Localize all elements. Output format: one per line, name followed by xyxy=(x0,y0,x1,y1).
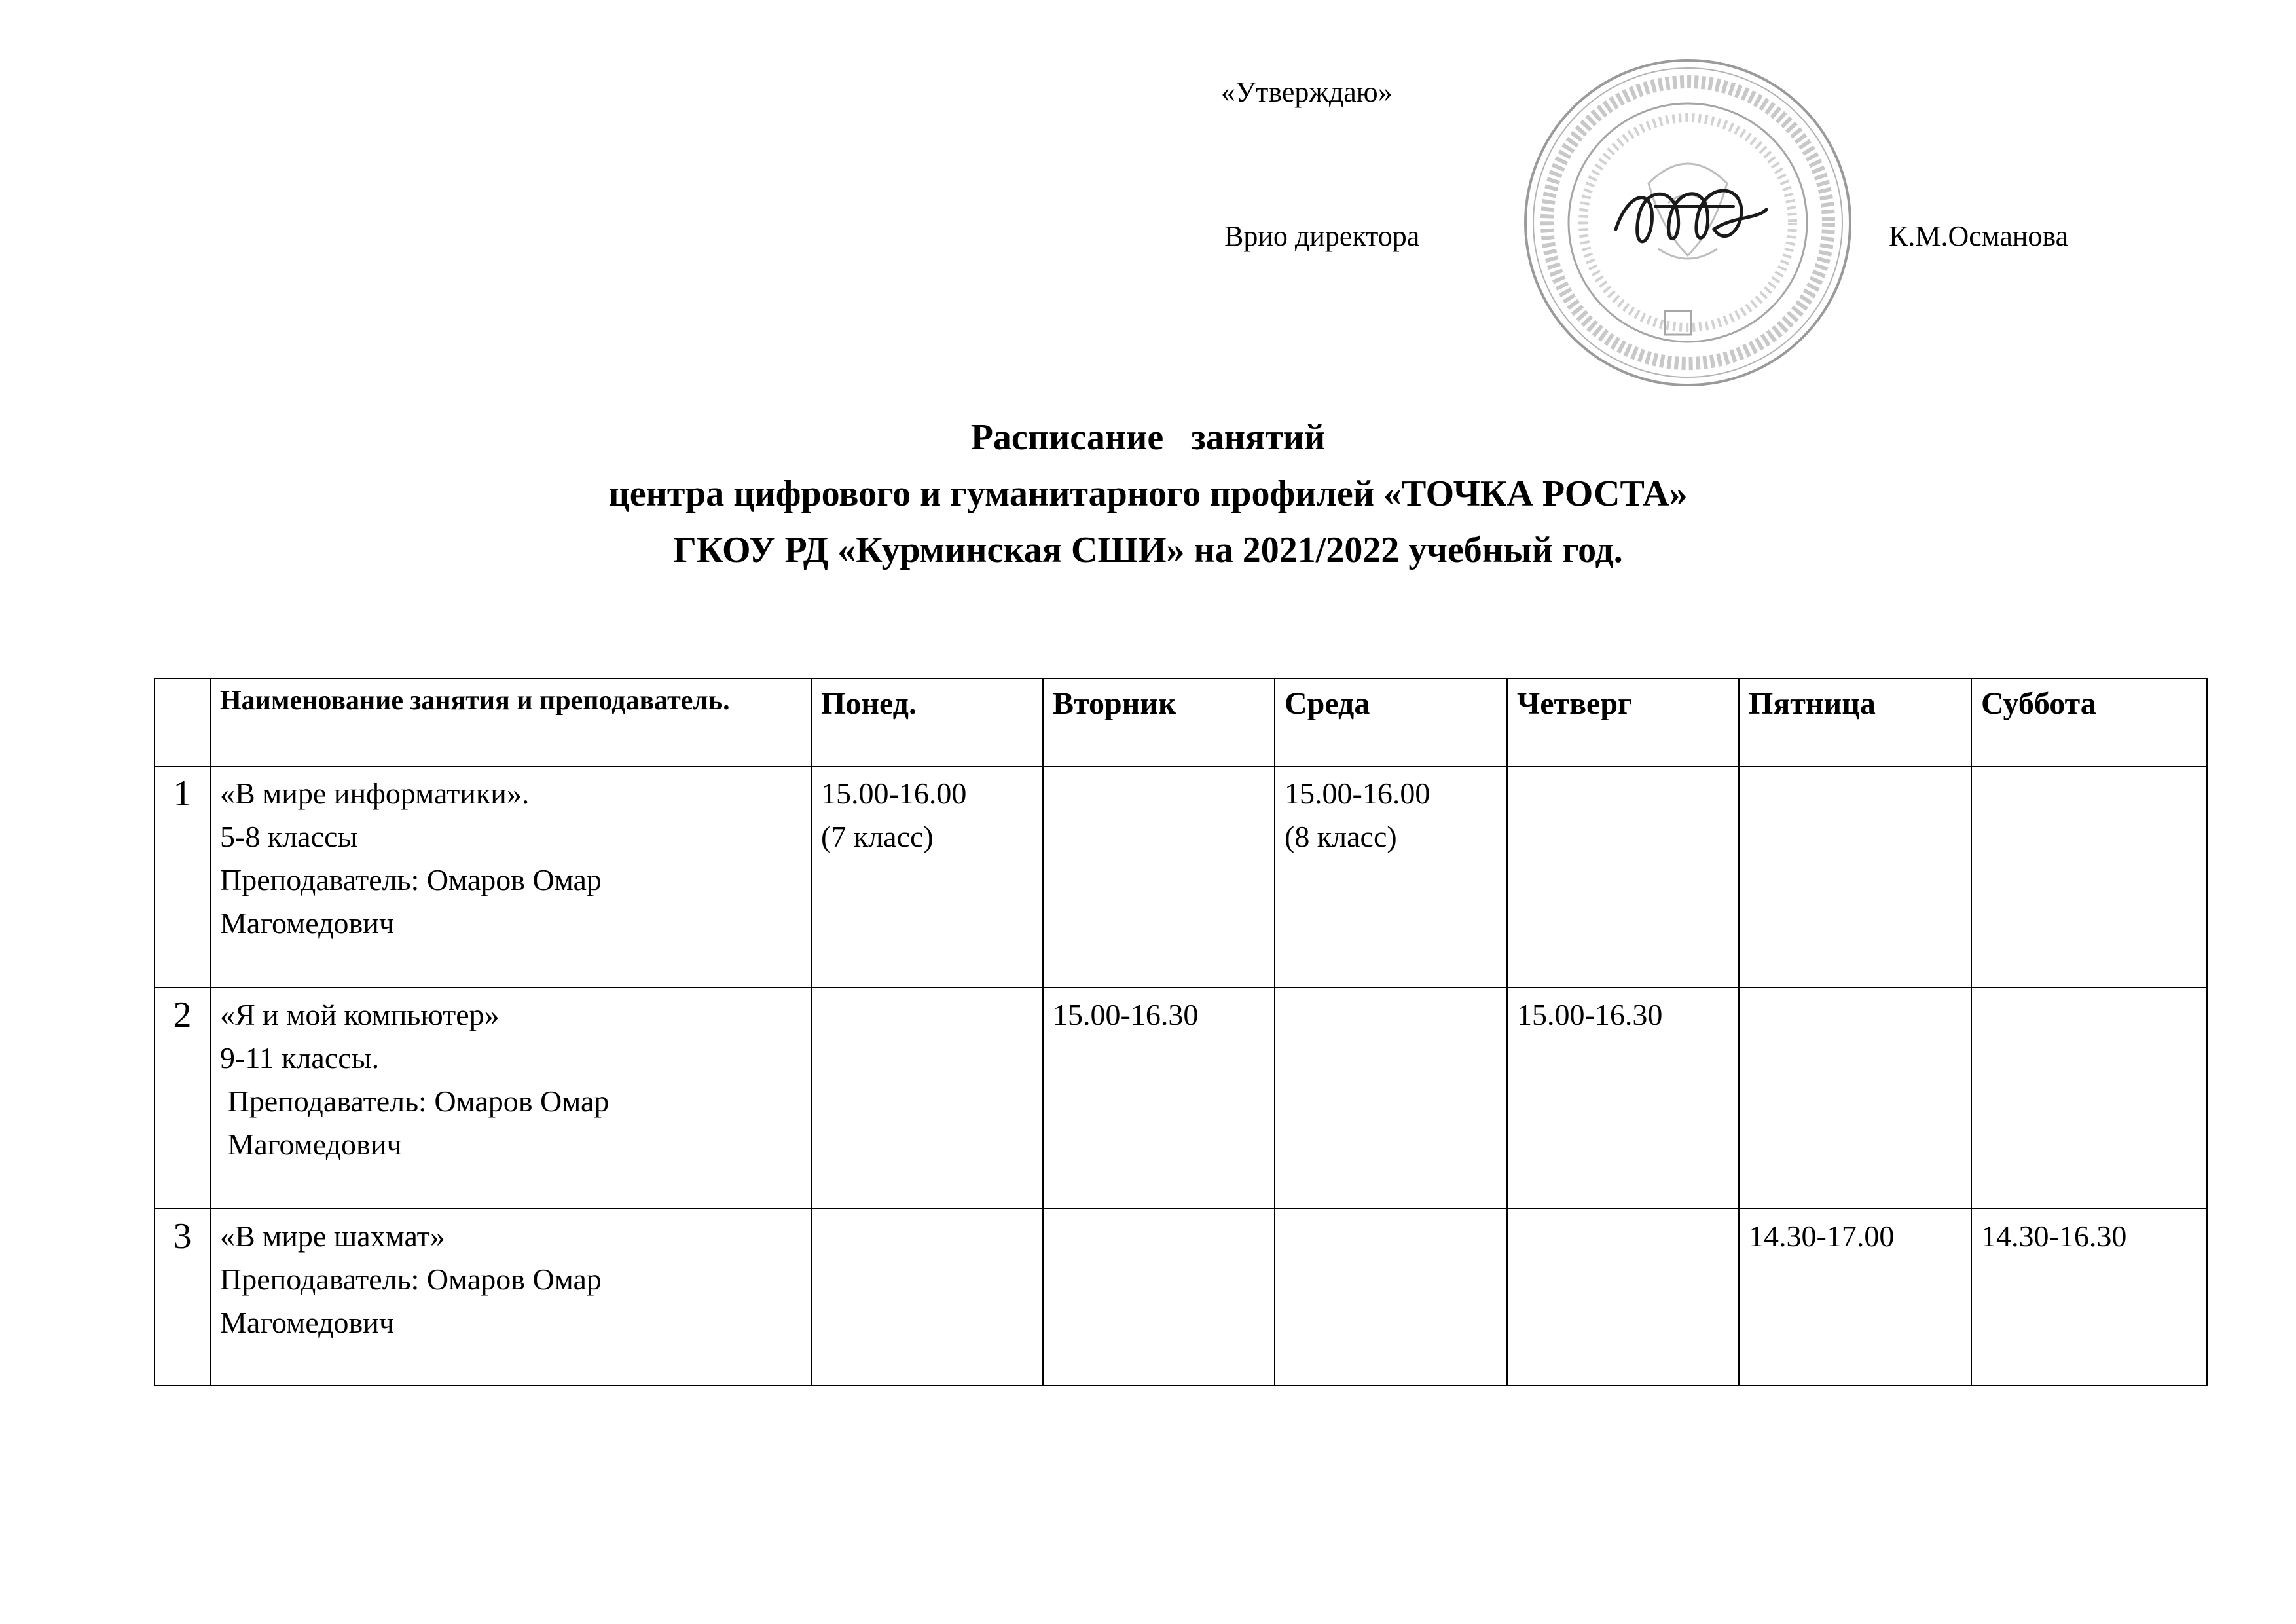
time-slot: 15.00-16.00 xyxy=(821,777,967,810)
header-monday: Понед. xyxy=(811,678,1043,766)
tuesday-cell xyxy=(1043,1209,1275,1386)
header-wednesday: Среда xyxy=(1275,678,1507,766)
monday-cell xyxy=(811,1209,1043,1386)
table-row xyxy=(155,766,2207,987)
friday-cell xyxy=(1739,766,1971,987)
lesson-teacher: Преподаватель: Омаров Омар xyxy=(220,863,602,896)
header-thursday: Четверг xyxy=(1507,678,1739,766)
approver-name: К.М.Османова xyxy=(1889,220,2069,252)
wednesday-cell xyxy=(1275,766,1507,987)
lesson-title: «В мире шахмат» xyxy=(220,1219,445,1253)
friday-cell xyxy=(1739,987,1971,1209)
lesson-grades: 9-11 классы. xyxy=(220,1041,380,1075)
saturday-cell xyxy=(1971,987,2207,1209)
row-number: 1 xyxy=(155,766,210,987)
official-seal-icon xyxy=(1518,52,1858,393)
saturday-cell xyxy=(1971,766,2207,987)
thursday-cell xyxy=(1507,987,1739,1209)
approver-position: Врио директора xyxy=(1224,220,1420,252)
lesson-teacher-cont: Магомедович xyxy=(220,1128,402,1161)
lesson-teacher-cont: Магомедович xyxy=(220,906,394,940)
wednesday-cell xyxy=(1275,1209,1507,1386)
header-tuesday: Вторник xyxy=(1043,678,1275,766)
lesson-cell xyxy=(210,766,811,987)
thursday-cell xyxy=(1507,766,1739,987)
row-number: 2 xyxy=(155,987,210,1209)
header-lesson-name: Наименование занятия и преподаватель. xyxy=(210,678,811,766)
lesson-grades: 5-8 классы xyxy=(220,820,358,853)
document-title xyxy=(0,409,2296,578)
time-slot: 15.00-16.00 xyxy=(1285,777,1430,810)
signature-icon xyxy=(1616,191,1766,242)
tuesday-cell xyxy=(1043,987,1275,1209)
table-header-row xyxy=(155,678,2207,766)
schedule-table xyxy=(154,678,2208,1386)
lesson-teacher: Преподаватель: Омаров Омар xyxy=(220,1263,602,1296)
friday-cell xyxy=(1739,1209,1971,1386)
monday-cell xyxy=(811,987,1043,1209)
header-saturday: Суббота xyxy=(1971,678,2207,766)
title-line-3: ГКОУ РД «Курминская СШИ» на 2021/2022 учебный год. xyxy=(673,530,1623,570)
time-slot: 15.00-16.30 xyxy=(1517,998,1663,1031)
lesson-title: «Я и мой компьютер» xyxy=(220,998,500,1031)
lesson-title: «В мире информатики». xyxy=(220,777,530,810)
time-slot-note: (8 класс) xyxy=(1285,820,1397,853)
time-slot: 15.00-16.30 xyxy=(1053,998,1199,1031)
table-row xyxy=(155,1209,2207,1386)
header-friday: Пятница xyxy=(1739,678,1971,766)
table-row xyxy=(155,987,2207,1209)
approval-label: «Утверждаю» xyxy=(1221,76,1393,108)
thursday-cell xyxy=(1507,1209,1739,1386)
wednesday-cell xyxy=(1275,987,1507,1209)
time-slot: 14.30-16.30 xyxy=(1981,1219,2127,1253)
row-number: 3 xyxy=(155,1209,210,1386)
time-slot: 14.30-17.00 xyxy=(1749,1219,1895,1253)
time-slot-note: (7 класс) xyxy=(821,820,934,853)
tuesday-cell xyxy=(1043,766,1275,987)
saturday-cell xyxy=(1971,1209,2207,1386)
title-line-1: Расписание занятий xyxy=(970,417,1326,458)
monday-cell xyxy=(811,766,1043,987)
title-line-2: центра цифрового и гуманитарного профилей «ТОЧКА РОСТА» xyxy=(608,473,1688,514)
lesson-cell xyxy=(210,1209,811,1386)
header-number xyxy=(155,678,210,766)
lesson-teacher: Преподаватель: Омаров Омар xyxy=(220,1084,610,1118)
lesson-teacher-cont: Магомедович xyxy=(220,1306,394,1339)
lesson-cell xyxy=(210,987,811,1209)
